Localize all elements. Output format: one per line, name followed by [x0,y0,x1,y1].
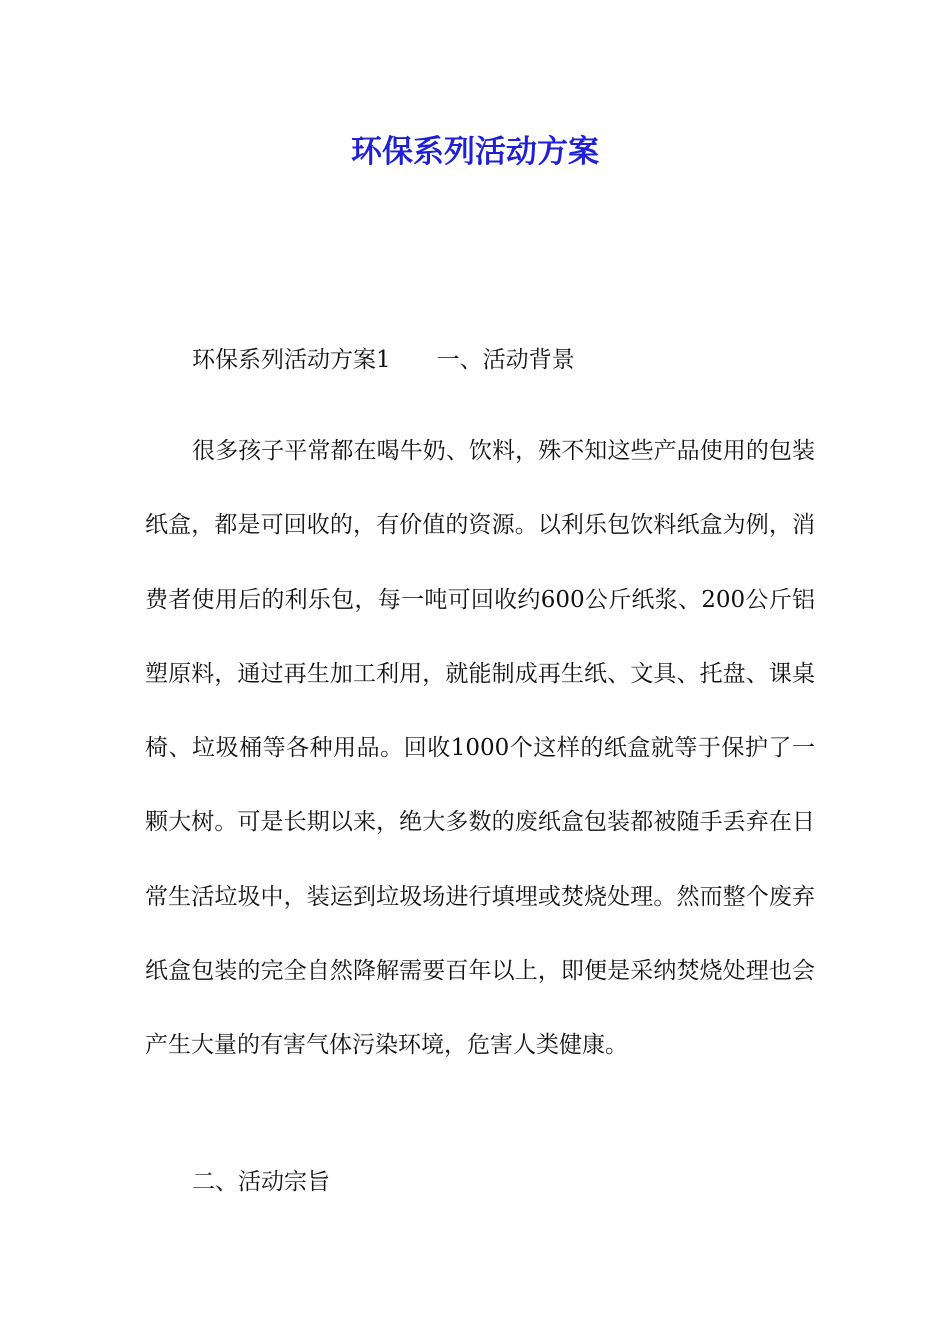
activity-background-paragraph: 很多孩子平常都在喝牛奶、饮料，殊不知这些产品使用的包装纸盒，都是可回收的，有价值的资源。以利乐包饮料纸盒为例，消费者使用后的利乐包，每一吨可回收约600公斤纸浆、200公斤铝塑原料，通过再生加工利用，就能制成再生纸、文具、托盘、课桌椅、垃圾桶等各种用品。回收1000个这样的纸盒就等于保护了一颗大树。可是长期以来，绝大多数的废纸盒包装都被随手丢弃在日常生活垃圾中，装运到垃圾场进行填埋或焚烧处理。然而整个废弃纸盒包装的完全自然降解需要百年以上，即便是采纳焚烧处理也会产生大量的有害气体污染环境，危害人类健康。 [145,438,815,1059]
section-heading-activity-background: 环保系列活动方案1 一、活动背景 [192,347,575,373]
section-heading-activity-purpose: 二、活动宗旨 [192,1169,330,1195]
document-title: 环保系列活动方案 [351,134,599,170]
